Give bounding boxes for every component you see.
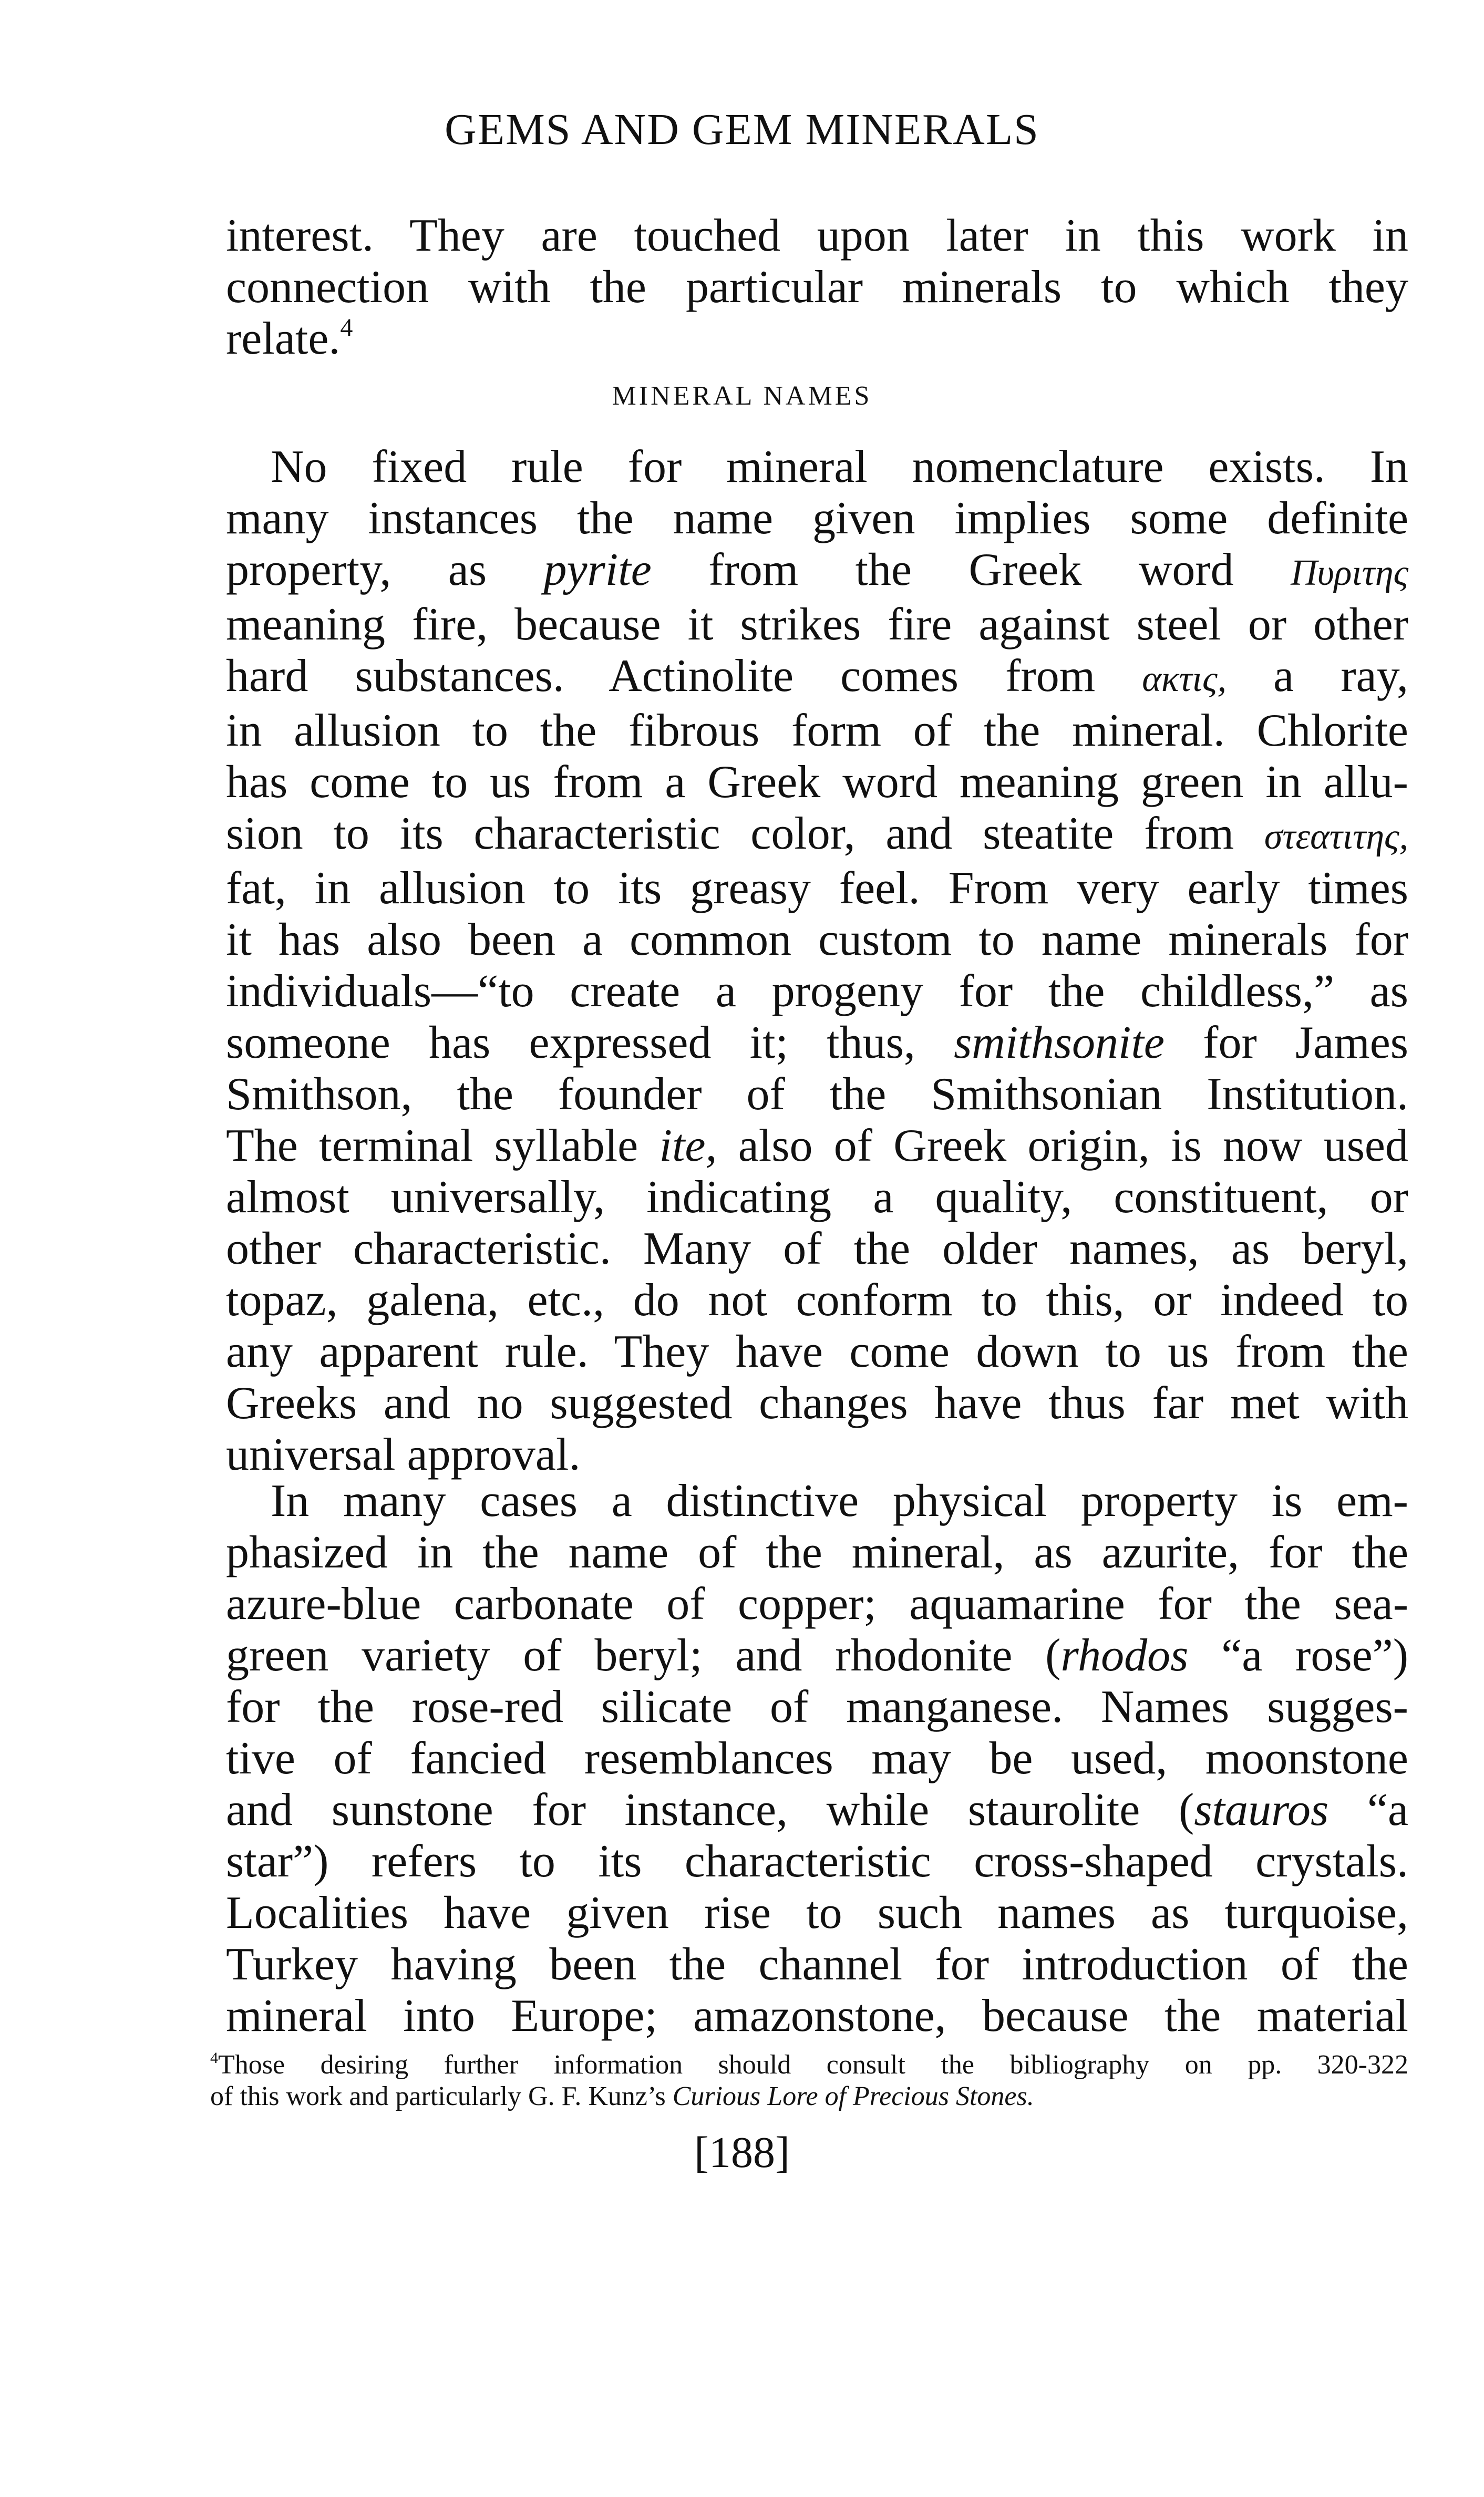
italic-term: stauros xyxy=(1194,1784,1329,1835)
text-line: topaz, galena, etc., do not conform to this, or indeed to xyxy=(226,1275,1408,1326)
text-line: Turkey having been the channel for introduction of the xyxy=(226,1939,1408,1990)
text-line: Greeks and no suggested changes have thus far met with xyxy=(226,1378,1408,1429)
text-line: In many cases a distinctive physical property is em- xyxy=(271,1475,1408,1526)
text-fragment: Those desiring further information should consult the bibliography on pp. 320-322 xyxy=(218,2050,1408,2080)
greek-word: στεατιτης, xyxy=(1264,817,1408,857)
text-fragment: also of Greek origin, is now used xyxy=(738,1120,1408,1171)
text-fragment: sion to its characteristic color, and steatite from xyxy=(226,808,1234,859)
text-fragment: “a rose”) xyxy=(1221,1630,1409,1681)
greek-word: Πυριτης xyxy=(1291,553,1408,593)
text-line: individuals—“to create a progeny for the childless,” as xyxy=(226,966,1408,1017)
greek-word: ακτις, xyxy=(1142,659,1227,699)
footnote-line xyxy=(210,2049,1408,2081)
text-fragment: and sunstone for instance, while staurolite ( xyxy=(226,1784,1194,1835)
text-line: has come to us from a Greek word meaning green in allu- xyxy=(226,757,1408,808)
text-line xyxy=(226,544,1408,599)
text-line: Smithson, the founder of the Smithsonian Institution. xyxy=(226,1069,1408,1120)
paragraph-mineral-nomenclature xyxy=(226,441,1408,1481)
text-fragment: for James xyxy=(1203,1017,1409,1068)
text-line xyxy=(226,1784,1408,1836)
section-heading: MINERAL NAMES xyxy=(612,381,872,411)
text-fragment: green variety of beryl; and rhodonite ( xyxy=(226,1630,1061,1681)
text-fragment: someone has expressed it; thus, xyxy=(226,1017,915,1068)
text-fragment: hard substances. Actinolite comes from xyxy=(226,651,1096,701)
text-fragment: of this work and particularly G. F. Kunz’s xyxy=(210,2081,666,2111)
text-fragment: relate. xyxy=(226,313,341,364)
footnote-line xyxy=(210,2081,1408,2112)
italic-term: smithsonite xyxy=(954,1017,1164,1068)
text-line: mineral into Europe; amazonstone, because the material xyxy=(226,1990,1408,2041)
text-fragment: from the Greek word xyxy=(708,544,1234,595)
text-line: Localities have given rise to such names as turquoise, xyxy=(226,1887,1408,1938)
page-number: [188] xyxy=(694,2128,790,2177)
text-line: star”) refers to its characteristic cross-shaped crystals. xyxy=(226,1836,1408,1887)
text-line: other characteristic. Many of the older names, as beryl, xyxy=(226,1223,1408,1274)
footnote-marker: 4 xyxy=(210,2049,218,2067)
book-title: Curious Lore of Precious Stones. xyxy=(672,2081,1034,2111)
paragraph-physical-properties xyxy=(226,1475,1408,2042)
text-line: azure-blue carbonate of copper; aquamarine for the sea- xyxy=(226,1578,1408,1629)
text-fragment: “a xyxy=(1367,1784,1409,1835)
footnote-reference: 4 xyxy=(340,314,353,342)
text-line: phasized in the name of the mineral, as azurite, for the xyxy=(226,1527,1408,1578)
italic-term: pyrite xyxy=(543,544,652,595)
text-fragment: a ray, xyxy=(1273,651,1408,701)
italic-term: ite, xyxy=(659,1120,717,1171)
text-line xyxy=(226,1630,1408,1681)
running-head: GEMS AND GEM MINERALS xyxy=(445,105,1039,154)
text-line: it has also been a common custom to name minerals for xyxy=(226,914,1408,965)
text-line: connection with the particular minerals to which they xyxy=(226,262,1408,313)
text-line: fat, in allusion to its greasy feel. From very early times xyxy=(226,863,1408,914)
footnote xyxy=(210,2049,1408,2112)
text-fragment: property, as xyxy=(226,544,487,595)
text-line: in allusion to the fibrous form of the mineral. Chlorite xyxy=(226,705,1408,756)
text-line: interest. They are touched upon later in this work in xyxy=(226,210,1408,261)
text-line: any apparent rule. They have come down to us from the xyxy=(226,1326,1408,1377)
text-line xyxy=(226,808,1408,863)
text-line xyxy=(226,1120,1408,1172)
text-line: many instances the name given implies some definite xyxy=(226,493,1408,544)
text-line: No fixed rule for mineral nomenclature exists. In xyxy=(271,441,1408,492)
text-line: for the rose-red silicate of manganese. Names sugges- xyxy=(226,1681,1408,1732)
text-line: universal approval. xyxy=(226,1429,581,1480)
text-line: almost universally, indicating a quality, constituent, or xyxy=(226,1172,1408,1223)
text-line xyxy=(226,1017,1408,1069)
text-line xyxy=(226,651,1408,705)
continued-paragraph xyxy=(226,210,1408,365)
italic-term: rhodos xyxy=(1060,1630,1189,1681)
text-line: meaning fire, because it strikes fire against steel or other xyxy=(226,599,1408,650)
text-fragment: The terminal syllable xyxy=(226,1120,638,1171)
text-line: tive of fancied resemblances may be used, moonstone xyxy=(226,1733,1408,1784)
text-line xyxy=(226,313,1408,365)
